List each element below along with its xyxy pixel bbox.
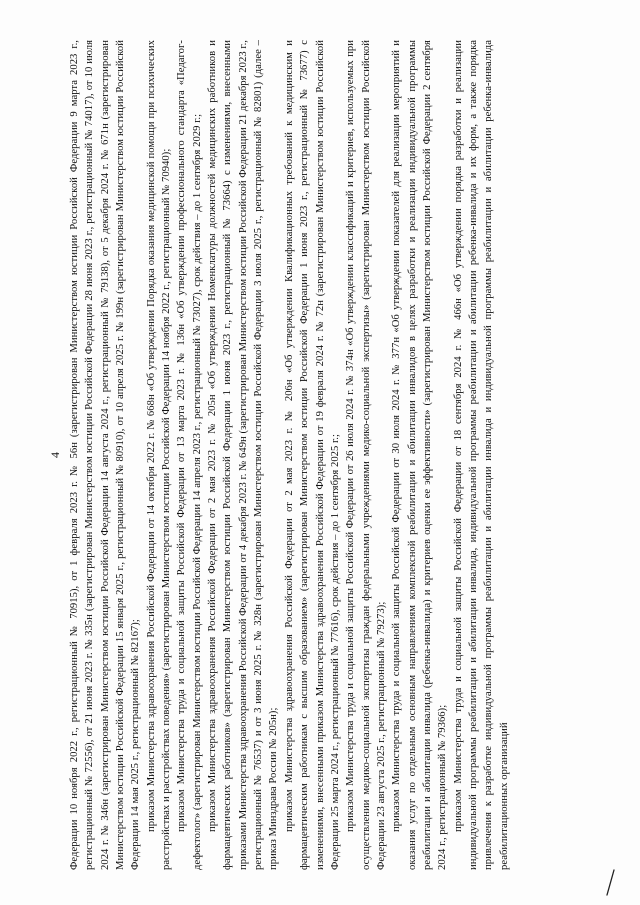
paragraph-order-374n: приказом Министерства труда и социальной защиты Российской Федерации от 26 июля 2024 г. № 374н «Об утверждении классификаций и критериев, используемых при осуществлении медико-социальной экспертизы граждан федеральными учреждениями медико-социальной экспертизы» (зарегистрирован Министерством юстиции Российской Федерации 23 августа 2025 г., регистрационный № 79273);	[345, 40, 387, 870]
paragraph-order-668n: приказом Министерства здравоохранения Российской Федерации от 14 октября 2022 г. № 668н «Об утверждении Порядка оказания медицинской помощи при психических расстройствах и расстройствах поведения» (зарегистрирован Министерством юстиции Российской Федерации 14 ноября 2022 г., регистрационный № 70940);	[145, 40, 173, 870]
paragraph-order-377n: приказом Министерства труда и социальной защиты Российской Федерации от 30 июля 2024 г. № 377н «Об утверждении показателей для реализации мероприятий и оказания услуг по отдельным основным направлениям комплексной реабилитации и абилитации инвалидов в целях разработки и реализации индивидуальной программы реабилитации и абилитации инвалида (ребенка-инвалида) и критериев оценки ее эффективности» (зарегистрирован Министерством юстиции Российской Федерации 2 сентября 2024 г., регистрационный № 79366);	[391, 40, 449, 870]
paragraph-order-206n: приказом Министерства здравоохранения Российской Федерации от 2 мая 2023 г. № 206н «Об утверждении Квалификационных требований к медицинским и фармацевтическим работникам с высшим образованием» (зарегистрирован Министерством юстиции Российской Федерации 1 июня 2023 г., регистрационный № 73677) с изменениями, внесенными приказом Министерства здравоохранения Российской Федерации от 19 февраля 2024 г. № 72н (зарегистрирован Министерством юстиции Российской Федерации 25 марта 2024 г., регистрационный № 77616), срок действия – до 1 сентября 2025 г.;	[283, 40, 341, 870]
paragraph-order-205n: приказом Министерства здравоохранения Российской Федерации от 2 мая 2023 г. № 205н «Об утверждении Номенклатуры должностей медицинских работников и фармацевтических работников» (зарегистрирован Министерством юстиции Российской Федерации 1 июня 2023 г., регистрационный № 73664) с изменениями, внесенными приказами Министерства здравоохранения Российской Федерации от 4 декабря 2023 г. № 649н (зарегистрирован Министерством юстиции Российской Федерации 21 декабря 2023 г., регистрационный № 76537) и от 3 июня 2025 г. № 328н (зарегистрирован Министерством юстиции Российской Федерации 3 июля 2025 г., регистрационный № 82801) (далее – приказ Минздрава России № 205н);	[207, 40, 280, 870]
paragraph-continuation: Федерации 10 ноября 2022 г., регистрационный № 70915), от 1 февраля 2023 г. № 56н (зарегистрирован Министерством юстиции Российской Федерации 9 марта 2023 г., регистрационный № 72556), от 21 июня 2023 г. № 335н (зарегистрирован Министерством юстиции Российской Федерации 28 июня 2023 г., регистрационный № 74017), от 10 июля 2024 г. № 346н (зарегистрирован Министерством юстиции Российской Федерации 14 августа 2024 г., регистрационный № 79138), от 5 декабря 2024 г. № 671н (зарегистрирован Министерством юстиции Российской Федерации 15 января 2025 г., регистрационный № 80910), от 10 апреля 2025 г. № 199н (зарегистрирован Министерством юстиции Российской Федерации 14 мая 2025 г., регистрационный № 82167);	[69, 40, 142, 870]
paragraph-order-466n: приказом Министерства труда и социальной защиты Российской Федерации от 18 сентября 2024 г. № 466н «Об утверждении порядка разработки и реализации индивидуальной программы реабилитации и абилитации инвалида, индивидуальной программы реабилитации и абилитации ребенка-инвалида и их форм, а также порядка привлечения к разработке индивидуальной программы реабилитации и абилитации инвалида и индивидуальной программы реабилитации и абилитации ребенка-инвалида реабилитационных организаций	[452, 40, 510, 870]
handwritten-mark-icon	[602, 868, 620, 898]
document-body	[67, 40, 512, 870]
paragraph-order-136n: приказом Министерства труда и социальной защиты Российской Федерации от 13 марта 2023 г. № 136н «Об утверждении профессионального стандарта «Педагог-дефектолог» (зарегистрирован Министерством юстиции Российской Федерации 14 апреля 2023 г., регистрационный № 73027), срок действия – до 1 сентября 2029 г.;	[176, 40, 203, 870]
rotated-text-block	[48, 40, 593, 870]
page-number: 4	[48, 452, 62, 458]
